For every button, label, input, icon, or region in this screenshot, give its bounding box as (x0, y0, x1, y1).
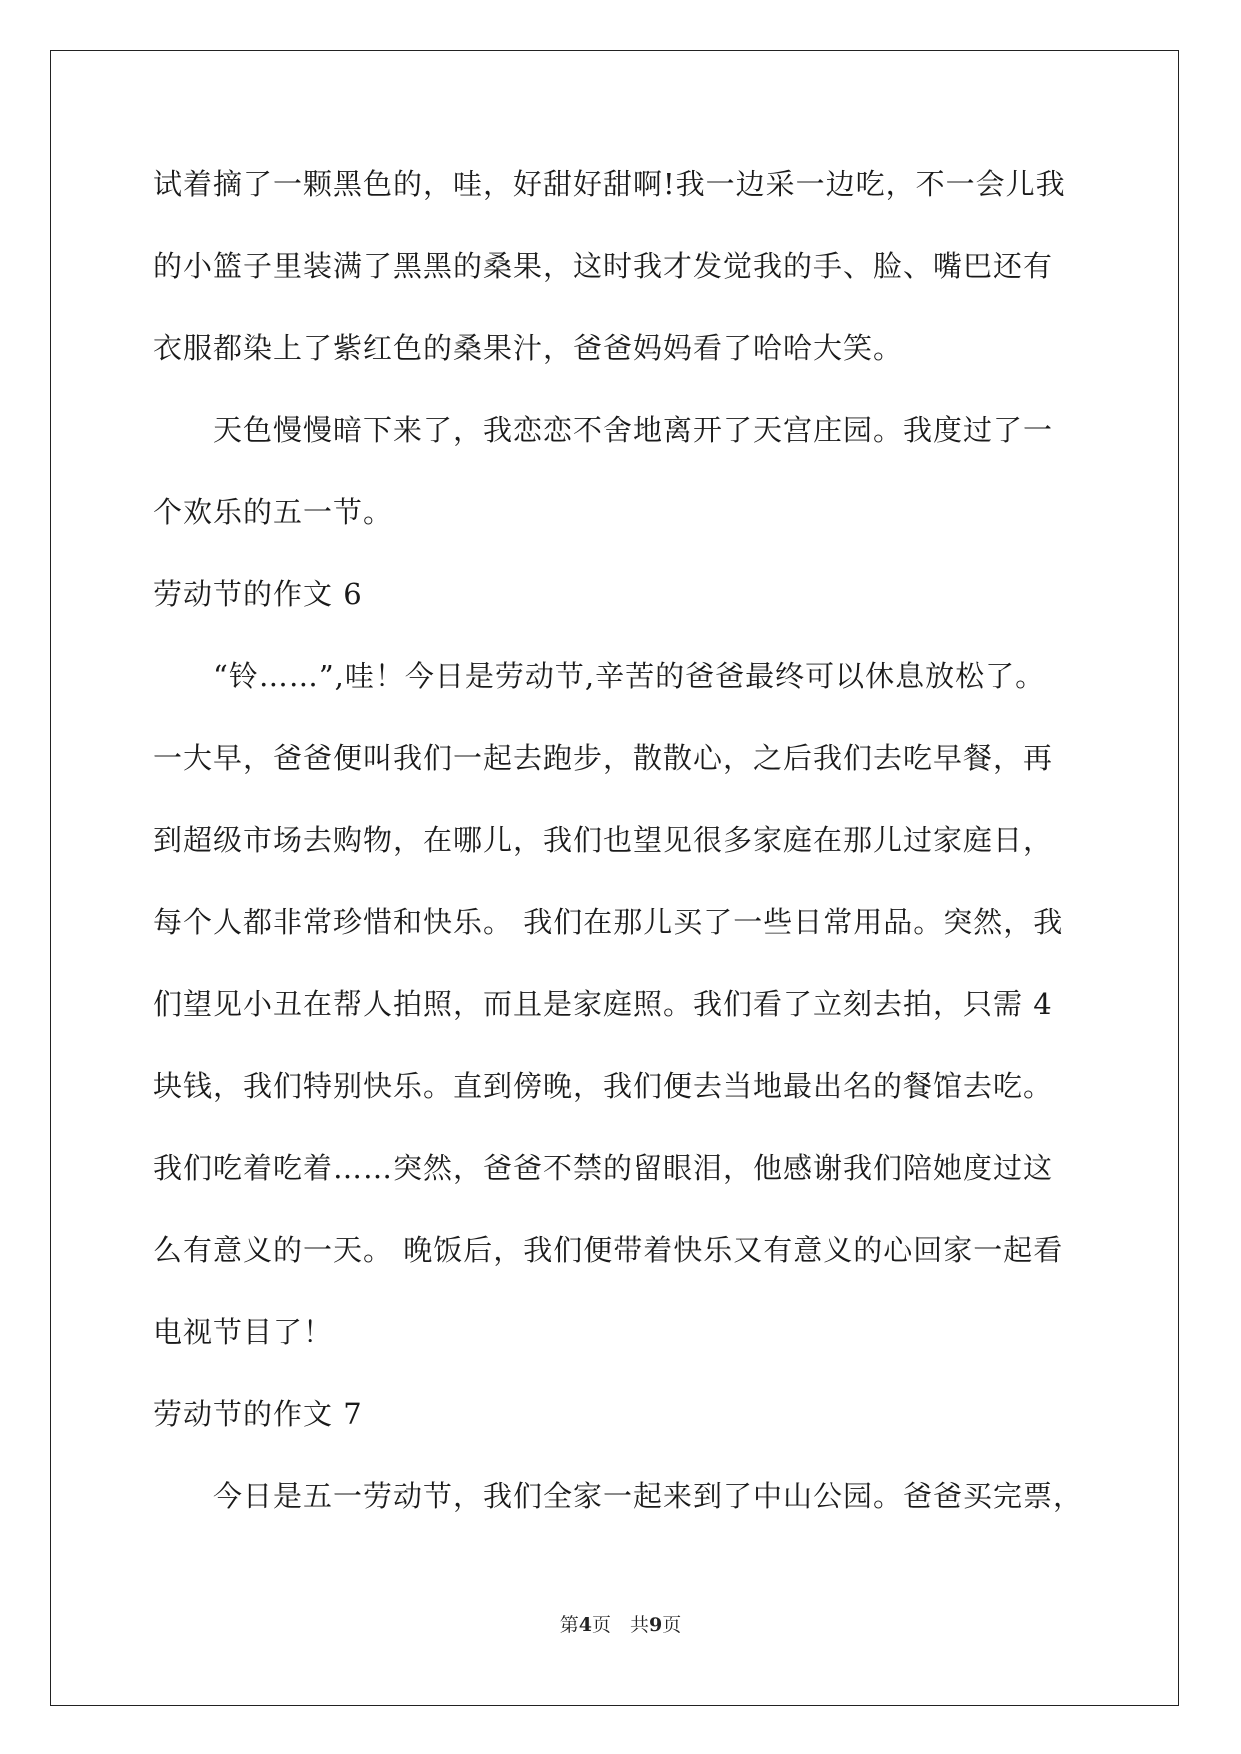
footer-suffix: 页 (662, 1614, 682, 1636)
paragraph-line: 今日是五一劳动节，我们全家一起来到了中山公园。爸爸买完票， (213, 1479, 1084, 1513)
paragraph-line: 电视节目了！ (153, 1315, 334, 1349)
paragraph-line: 块钱，我们特别快乐。直到傍晚，我们便去当地最出名的餐馆去吃。 (153, 1069, 1054, 1103)
paragraph-line: 我们吃着吃着……突然，爸爸不禁的留眼泪，他感谢我们陪她度过这 (153, 1151, 1054, 1185)
paragraph-line: “铃……”,哇！今日是劳动节,辛苦的爸爸最终可以休息放松了。 (213, 659, 1046, 693)
paragraph-line: 试着摘了一颗黑色的，哇，好甜好甜啊!我一边采一边吃，不一会儿我 (153, 167, 1066, 201)
paragraph-line: 每个人都非常珍惜和快乐。 我们在那儿买了一些日常用品。突然，我 (153, 905, 1064, 939)
paragraph-line: 天色慢慢暗下来了，我恋恋不舍地离开了天宫庄园。我度过了一 (213, 413, 1054, 447)
footer-prefix: 第 (559, 1614, 579, 1636)
paragraph-line: 衣服都染上了紫红色的桑果汁，爸爸妈妈看了哈哈大笑。 (153, 331, 904, 365)
document-body (153, 166, 1088, 1560)
page-footer (0, 1610, 1241, 1637)
total-page-number: 9 (649, 1614, 663, 1636)
current-page-number: 4 (578, 1614, 592, 1636)
paragraph-line: 个欢乐的五一节。 (153, 495, 394, 529)
paragraph-line: 么有意义的一天。 晚饭后，我们便带着快乐又有意义的心回家一起看 (153, 1233, 1064, 1267)
paragraph-line: 们望见小丑在帮人拍照，而且是家庭照。我们看了立刻去拍，只需 4 (153, 987, 1053, 1021)
paragraph-line: 一大早，爸爸便叫我们一起去跑步，散散心，之后我们去吃早餐，再 (153, 741, 1054, 775)
paragraph-line: 的小篮子里装满了黑黑的桑果，这时我才发觉我的手、脸、嘴巴还有 (153, 249, 1054, 283)
footer-mid: 页 共 (591, 1614, 649, 1636)
section-heading: 劳动节的作文 7 (153, 1397, 363, 1431)
paragraph-line: 到超级市场去购物，在哪儿，我们也望见很多家庭在那儿过家庭日， (153, 823, 1054, 857)
section-heading: 劳动节的作文 6 (153, 577, 363, 611)
